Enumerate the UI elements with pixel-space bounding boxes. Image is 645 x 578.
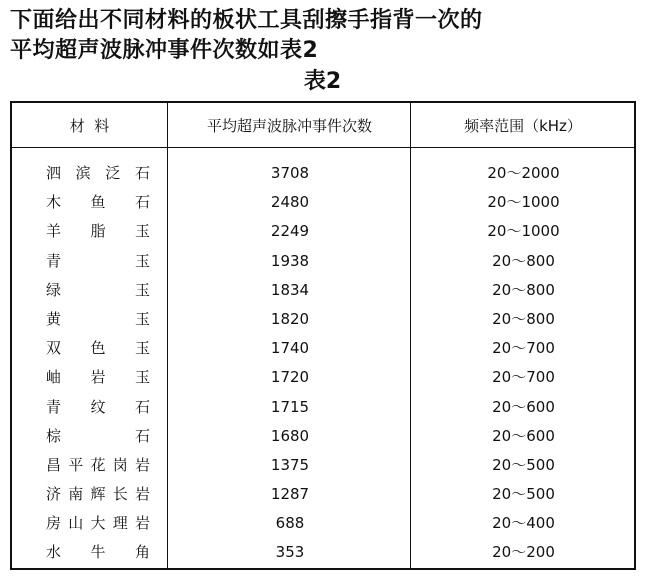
cell-frequency-range: 20～1000 xyxy=(487,222,560,241)
table-body xyxy=(12,159,634,568)
cell-frequency-range: 20～1000 xyxy=(487,193,560,212)
cell-event-count: 353 xyxy=(275,543,305,562)
cell-event-count: 1287 xyxy=(270,485,310,504)
cell-frequency-range: 20～700 xyxy=(492,368,555,387)
cell-event-count: 1938 xyxy=(270,251,310,270)
table-row xyxy=(12,217,634,246)
cell-material: 绿 玉 xyxy=(46,280,150,299)
cell-frequency-range: 20～600 xyxy=(492,426,555,445)
cell-frequency-range: 20～200 xyxy=(492,543,555,562)
cell-frequency-range: 20～800 xyxy=(492,251,555,270)
table-row xyxy=(12,509,634,538)
cell-event-count: 2480 xyxy=(270,193,310,212)
table-row xyxy=(12,422,634,451)
intro-line-2: 平均超声波脉冲事件次数如表2 xyxy=(10,38,319,63)
header-count: 平均超声波脉冲事件次数 xyxy=(206,116,372,135)
cell-event-count: 1375 xyxy=(270,455,310,474)
cell-event-count: 3708 xyxy=(270,164,310,182)
cell-material: 水 牛 角 xyxy=(46,543,150,562)
table-row xyxy=(12,363,634,392)
table-row xyxy=(12,305,634,334)
table-row xyxy=(12,247,634,276)
cell-frequency-range: 20～500 xyxy=(492,485,555,504)
table-row xyxy=(12,480,634,509)
cell-material: 青 玉 xyxy=(46,251,150,270)
cell-frequency-range: 20～400 xyxy=(492,514,555,533)
cell-event-count: 1834 xyxy=(270,280,310,299)
cell-material: 青 纹 石 xyxy=(46,397,150,416)
table-row xyxy=(12,538,634,567)
intro-line-1: 下面给出不同材料的板状工具刮擦手指背一次的 xyxy=(10,8,483,33)
cell-frequency-range: 20～800 xyxy=(492,280,555,299)
cell-frequency-range: 20～800 xyxy=(492,309,555,328)
table-row xyxy=(12,393,634,422)
cell-frequency-range: 20～700 xyxy=(492,339,555,358)
header-material xyxy=(12,103,167,147)
cell-frequency-range: 20～500 xyxy=(492,455,555,474)
cell-event-count: 1740 xyxy=(270,339,310,358)
cell-event-count: 1820 xyxy=(270,309,310,328)
table-title: 表2 xyxy=(303,69,342,94)
header-frequency: 频率范围（kHz） xyxy=(464,116,582,135)
cell-material: 棕 石 xyxy=(46,426,150,445)
data-table xyxy=(10,101,636,570)
table-row xyxy=(12,334,634,363)
cell-frequency-range: 20～600 xyxy=(492,397,555,416)
table-row xyxy=(12,188,634,217)
cell-material: 岫 岩 玉 xyxy=(46,368,150,387)
header-material-label: 材 料 xyxy=(69,116,110,135)
cell-material: 房 山 大 理 岩 xyxy=(46,514,150,533)
cell-event-count: 2249 xyxy=(270,222,310,241)
cell-material: 黄 玉 xyxy=(46,309,150,328)
header-divider xyxy=(12,147,634,148)
cell-event-count: 688 xyxy=(275,514,305,533)
cell-frequency-range: 20～2000 xyxy=(487,164,560,182)
cell-event-count: 1680 xyxy=(270,426,310,445)
cell-material: 羊 脂 玉 xyxy=(46,222,150,241)
cell-material: 济 南 辉 长 岩 xyxy=(46,485,150,504)
intro-paragraph xyxy=(10,6,640,66)
cell-material: 木 鱼 石 xyxy=(46,193,150,212)
cell-event-count: 1715 xyxy=(270,397,310,416)
cell-event-count: 1720 xyxy=(270,368,310,387)
cell-material: 双 色 玉 xyxy=(46,339,150,358)
cell-material: 泗 滨 泛 石 xyxy=(46,164,150,182)
cell-material: 昌 平 花 岗 岩 xyxy=(46,455,150,474)
table-row xyxy=(12,451,634,480)
table-row xyxy=(12,159,634,188)
table-row xyxy=(12,276,634,305)
